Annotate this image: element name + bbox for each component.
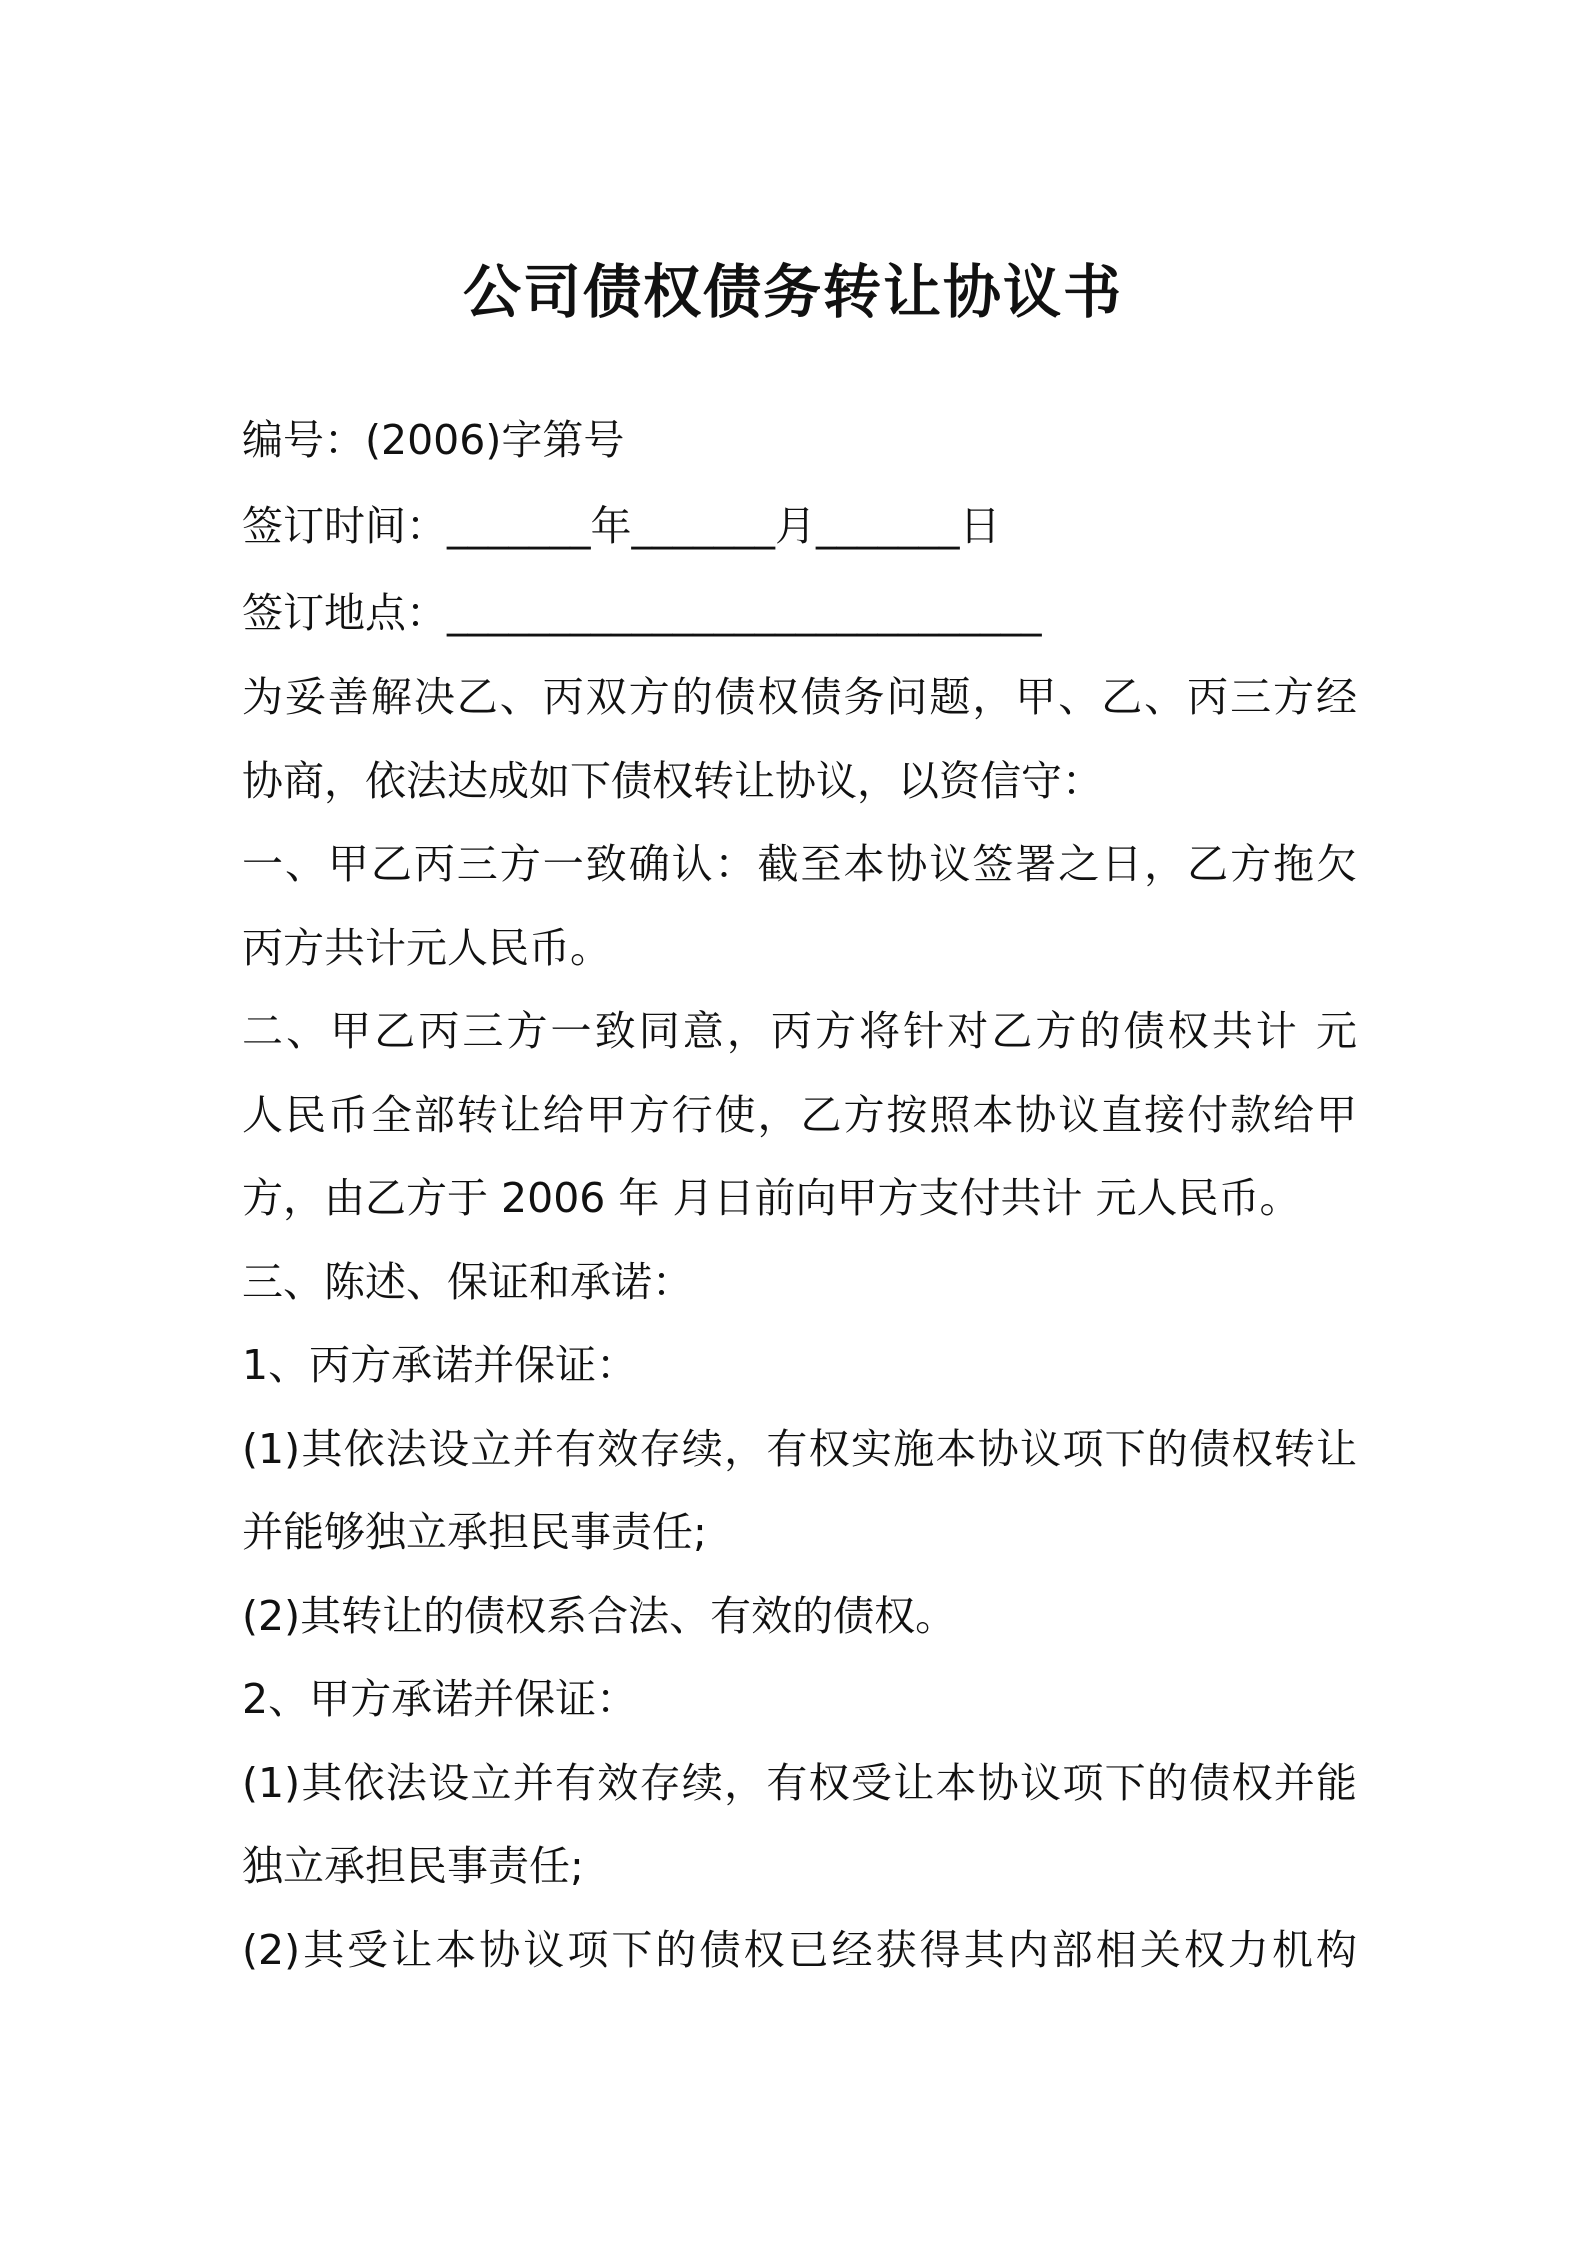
signing-place-line: 签订地点：_____________________________: [242, 589, 1042, 637]
clause-3-1-item-2: (2)其转让的债权系合法、有效的债权。: [242, 1592, 957, 1640]
document-title: 公司债权债务转让协议书: [462, 258, 1123, 326]
clause-3-1-item-1-line-1: (1)其依法设立并有效存续，有权实施本协议项下的债权转让: [242, 1425, 1357, 1473]
clause-2-line-1: 二、甲乙丙三方一致同意，丙方将针对乙方的债权共计 元: [242, 1007, 1357, 1055]
clause-3-2-item-1-line-1: (1)其依法设立并有效存续，有权受让本协议项下的债权并能: [242, 1759, 1357, 1807]
clause-1-line-2: 丙方共计元人民币。: [242, 924, 611, 972]
clause-3-2-item-1-line-2: 独立承担民事责任;: [242, 1842, 584, 1890]
clause-2-line-2: 人民币全部转让给甲方行使，乙方按照本协议直接付款给甲: [242, 1091, 1357, 1139]
preamble-line-1: 为妥善解决乙、丙双方的债权债务问题，甲、乙、丙三方经: [242, 673, 1357, 721]
clause-3-heading: 三、陈述、保证和承诺：: [242, 1258, 693, 1306]
signing-date-line: 签订时间：_______年_______月_______日: [242, 502, 1001, 550]
clause-3-1-heading: 1、丙方承诺并保证：: [242, 1341, 638, 1389]
clause-2-line-3: 方，由乙方于 2006 年 月日前向甲方支付共计 元人民币。: [242, 1174, 1301, 1222]
contract-number-line: 编号：(2006)字第号: [242, 416, 625, 464]
clause-3-2-heading: 2、甲方承诺并保证：: [242, 1675, 638, 1723]
clause-3-2-item-2-line-1: (2)其受让本协议项下的债权已经获得其内部相关权力机构: [242, 1926, 1357, 1974]
clause-3-1-item-1-line-2: 并能够独立承担民事责任;: [242, 1508, 707, 1556]
clause-1-line-1: 一、甲乙丙三方一致确认：截至本协议签署之日，乙方拖欠: [242, 840, 1357, 888]
preamble-line-2: 协商，依法达成如下债权转让协议，以资信守：: [242, 757, 1103, 805]
